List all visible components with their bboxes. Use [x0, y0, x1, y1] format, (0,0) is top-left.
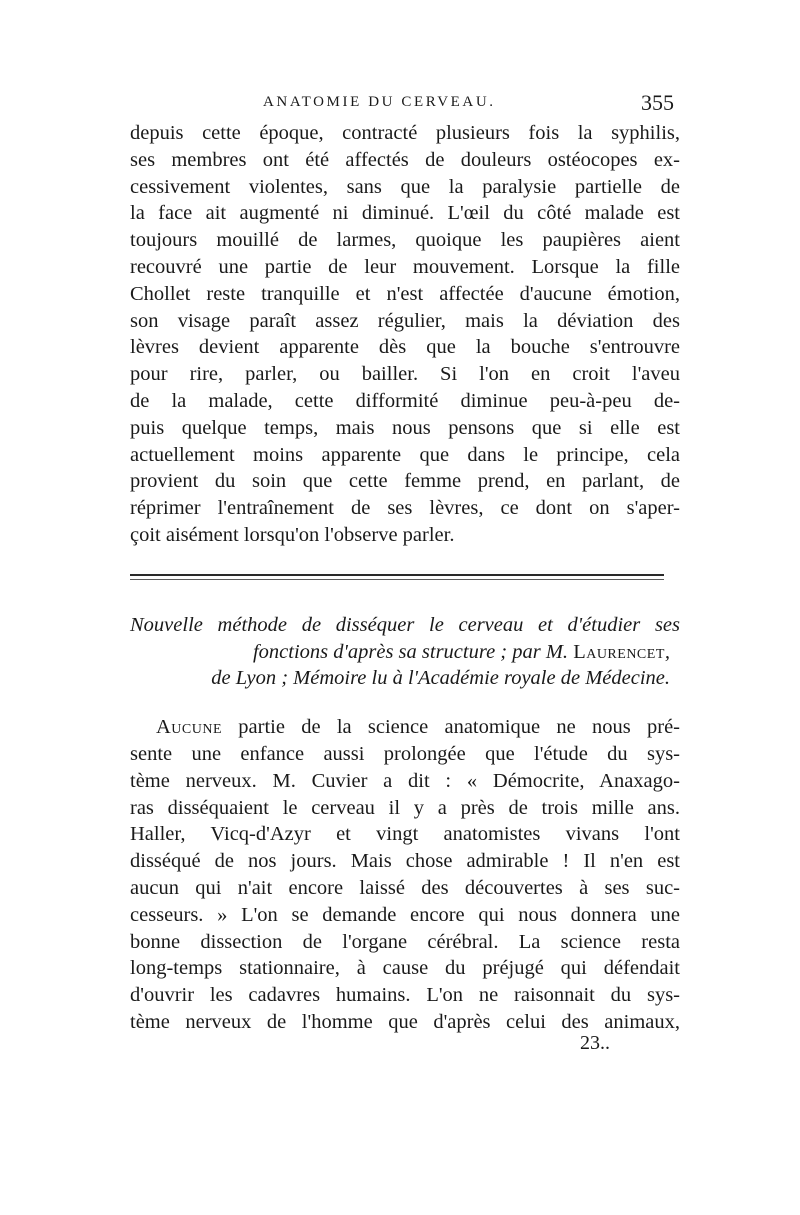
text-line: provient du soin que cette femme prend, en parlant, de: [130, 470, 680, 493]
author-name: Laurencet: [573, 640, 665, 663]
signature-mark: 23..: [580, 1031, 610, 1054]
article-title-line: de Lyon ; Mémoire lu à l'Académie royale de Médecine.: [211, 667, 670, 690]
text-line: disséqué de nos jours. Mais chose admirable ! Il n'en est: [130, 850, 680, 873]
text-line: lèvres devient apparente dès que la bouche s'entrouvre: [130, 336, 680, 359]
running-title: ANATOMIE DU CERVEAU.: [263, 94, 496, 110]
text-line: cessivement violentes, sans que la paralysie partielle de: [130, 175, 680, 198]
text-line: sente une enfance aussi prolongée que l'étude du sys-: [130, 742, 680, 765]
text-line: depuis cette époque, contracté plusieurs fois la syphilis,: [130, 122, 680, 144]
section-divider: [130, 574, 664, 580]
text-line-rest: partie de la science anatomique ne nous pré-: [222, 716, 680, 739]
text-line: de la malade, cette difformité diminue peu-à-peu de-: [130, 389, 680, 412]
text-line: bonne dissection de l'organe cérébral. La science resta: [130, 930, 680, 953]
text-line: aucun qui n'ait encore laissé des découvertes à ses suc-: [130, 876, 680, 899]
text-line: puis quelque temps, mais nous pensons que si elle est: [130, 416, 680, 439]
text-line: cesseurs. » L'on se demande encore qui nous donnera une: [130, 903, 680, 926]
text-line: son visage paraît assez régulier, mais la déviation des: [130, 309, 680, 332]
page-number: 355: [641, 90, 674, 115]
article-title-text: fonctions d'après sa structure ; par M.: [252, 640, 569, 663]
divider-thick-rule: [130, 574, 664, 576]
article-title: [130, 612, 680, 692]
text-line: toujours mouillé de larmes, quoique les paupières aient: [130, 229, 680, 252]
text-line: pour rire, parler, ou bailler. Si l'on en croit l'aveu: [130, 363, 680, 386]
text-line: tème nerveux de l'homme que d'après celui des animaux,: [130, 1010, 680, 1033]
text-line: [130, 714, 680, 741]
book-page: [130, 90, 680, 1055]
text-line: Chollet reste tranquille et n'est affectée d'aucune émotion,: [130, 282, 680, 305]
text-line: Haller, Vicq-d'Azyr et vingt anatomistes vivans l'ont: [130, 823, 680, 846]
text-line: d'ouvrir les cadavres humains. L'on ne raisonnait du sys-: [130, 984, 680, 1007]
divider-thin-rule: [130, 579, 664, 580]
running-head: [130, 90, 680, 120]
text-line: çoit aisément lorsqu'on l'observe parler.: [130, 523, 455, 546]
article-title-line: Nouvelle méthode de disséquer le cerveau et d'étudier ses: [130, 613, 680, 636]
text-line: réprimer l'entraînement de ses lèvres, ce dont on s'aper-: [130, 497, 680, 520]
text-line: tème nerveux. M. Cuvier a dit : « Démocrite, Anaxago-: [130, 769, 680, 792]
text-line: la face ait augmenté ni diminué. L'œil du côté malade est: [130, 202, 680, 225]
drop-word: Aucune: [156, 716, 223, 739]
text-line: ses membres ont été affectés de douleurs ostéocopes ex-: [130, 148, 680, 171]
text-line: ras disséquaient le cerveau il y a près de trois mille ans.: [130, 796, 680, 819]
text-line: actuellement moins apparente que dans le principe, cela: [130, 443, 680, 466]
article-title-line: [130, 639, 680, 666]
text-line: recouvré une partie de leur mouvement. Lorsque la fille: [130, 255, 680, 278]
article-title-punct: ,: [664, 640, 670, 663]
text-line: long-temps stationnaire, à cause du préjugé qui défendait: [130, 957, 680, 980]
continued-paragraph: [130, 120, 680, 549]
article-body: [130, 714, 680, 1036]
